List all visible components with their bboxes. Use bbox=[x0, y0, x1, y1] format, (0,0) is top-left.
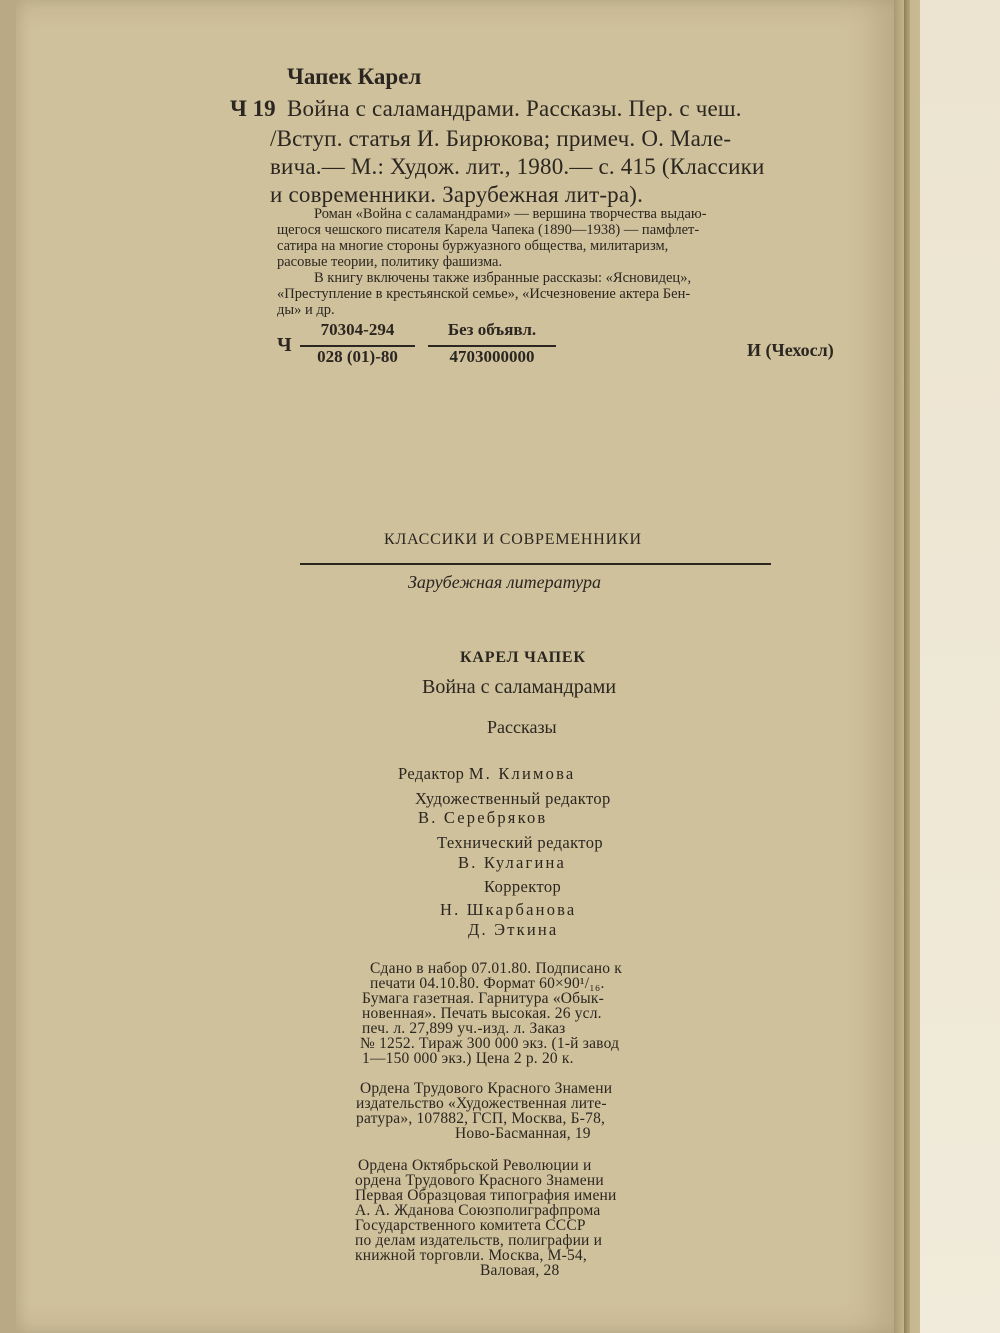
tech-info-line-7: 1—150 000 экз.) Цена 2 р. 20 к. bbox=[362, 1050, 574, 1067]
catalog-line-2: /Вступ. статья И. Бирюкова; примеч. О. Мале- bbox=[270, 126, 732, 151]
corrector-name-2: Д. Эткина bbox=[468, 920, 559, 939]
tech-info-line-1: Сдано в набор 07.01.80. Подписано к bbox=[370, 960, 623, 977]
printer-line-6: по делам издательств, полиграфии и bbox=[355, 1232, 603, 1249]
editor-credit bbox=[398, 764, 575, 784]
printer-line-1: Ордена Октябрьской Революции и bbox=[358, 1157, 592, 1174]
catalog-code: Ч 19 bbox=[230, 96, 276, 121]
art-editor-name: В. Серебряков bbox=[418, 808, 548, 827]
catalog-line-4: и современники. Зарубежная лит-ра). bbox=[270, 182, 644, 207]
editor-name: М. Климова bbox=[468, 764, 576, 783]
annotation-line-3: сатира на многие стороны буржуазного общества, милитаризм, bbox=[277, 238, 669, 254]
corrector-name-1: Н. Шкарбанова bbox=[440, 900, 577, 919]
index-fraction-1-top: 70304-294 bbox=[320, 320, 395, 339]
annotation-line-5: В книгу включены также избранные рассказы: «Ясновидец», bbox=[314, 270, 692, 286]
annotation-line-4: расовые теории, политику фашизма. bbox=[277, 254, 503, 270]
book-title: Война с саламандрами bbox=[422, 676, 617, 698]
tech-info-line-4: новенная». Печать высокая. 26 усл. bbox=[362, 1005, 602, 1022]
annotation-line-1: Роман «Война с саламандрами» — вершина творчества выдаю- bbox=[314, 206, 707, 222]
book-genre: Рассказы bbox=[487, 717, 557, 737]
tech-editor-name: В. Кулагина bbox=[458, 853, 567, 872]
annotation-line-7: ды» и др. bbox=[277, 302, 335, 318]
bbk-code: И (Чехосл) bbox=[747, 340, 834, 360]
annotation-line-2: щегося чешского писателя Карела Чапека (1890—1938) — памфлет- bbox=[277, 222, 700, 238]
catalog-line-1: Война с саламандрами. Рассказы. Пер. с чеш. bbox=[287, 96, 742, 121]
subseries-title: Зарубежная литература bbox=[408, 572, 601, 592]
catalog-line-3: вича.— М.: Худож. лит., 1980.— с. 415 (Классики bbox=[270, 154, 765, 179]
index-fraction-2-bottom: 4703000000 bbox=[449, 347, 535, 366]
classification-letter: Ч bbox=[277, 334, 292, 356]
tech-info-line-3: Бумага газетная. Гарнитура «Обык- bbox=[362, 990, 604, 1007]
index-fraction-2-top: Без объявл. bbox=[447, 320, 537, 339]
printer-line-8: Валовая, 28 bbox=[480, 1262, 560, 1279]
tech-info-line-5: печ. л. 27,899 уч.-изд. л. Заказ bbox=[362, 1020, 566, 1037]
printer-line-2: ордена Трудового Красного Знамени bbox=[355, 1172, 604, 1189]
page-gutter-shadow bbox=[904, 0, 910, 1333]
annotation-line-6: «Преступление в крестьянской семье», «Исчезновение актера Бен- bbox=[277, 286, 691, 302]
next-page-edge bbox=[920, 0, 1000, 1333]
series-divider bbox=[300, 563, 771, 565]
publisher-line-1: Ордена Трудового Красного Знамени bbox=[360, 1080, 613, 1097]
page-edge bbox=[894, 0, 1000, 1333]
tech-editor-role: Технический редактор bbox=[437, 833, 603, 852]
publisher-line-3: ратура», 107882, ГСП, Москва, Б-78, bbox=[356, 1110, 606, 1127]
printer-line-5: Государственного комитета СССР bbox=[355, 1217, 586, 1234]
publisher-line-4: Ново-Басманная, 19 bbox=[455, 1125, 591, 1142]
art-editor-role: Художественный редактор bbox=[415, 789, 611, 808]
printer-line-4: А. А. Жданова Союзполиграфпрома bbox=[355, 1202, 601, 1219]
tech-info-line-6: № 1252. Тираж 300 000 экз. (1-й завод bbox=[360, 1035, 620, 1052]
book-author: КАРЕЛ ЧАПЕК bbox=[460, 649, 586, 666]
series-title: КЛАССИКИ И СОВРЕМЕННИКИ bbox=[384, 531, 642, 548]
publisher-line-2: издательство «Художественная лите- bbox=[356, 1095, 607, 1112]
corrector-role: Корректор bbox=[484, 877, 562, 896]
catalog-author: Чапек Карел bbox=[287, 64, 422, 89]
index-fraction-1-bottom: 028 (01)-80 bbox=[317, 347, 398, 366]
printer-line-3: Первая Образцовая типография имени bbox=[355, 1187, 617, 1204]
tech-info-line-2: печати 04.10.80. Формат 60×90¹/₁₆. bbox=[370, 975, 605, 992]
printer-line-7: книжной торговли. Москва, М-54, bbox=[355, 1247, 587, 1264]
editor-role: Редактор bbox=[398, 764, 465, 783]
